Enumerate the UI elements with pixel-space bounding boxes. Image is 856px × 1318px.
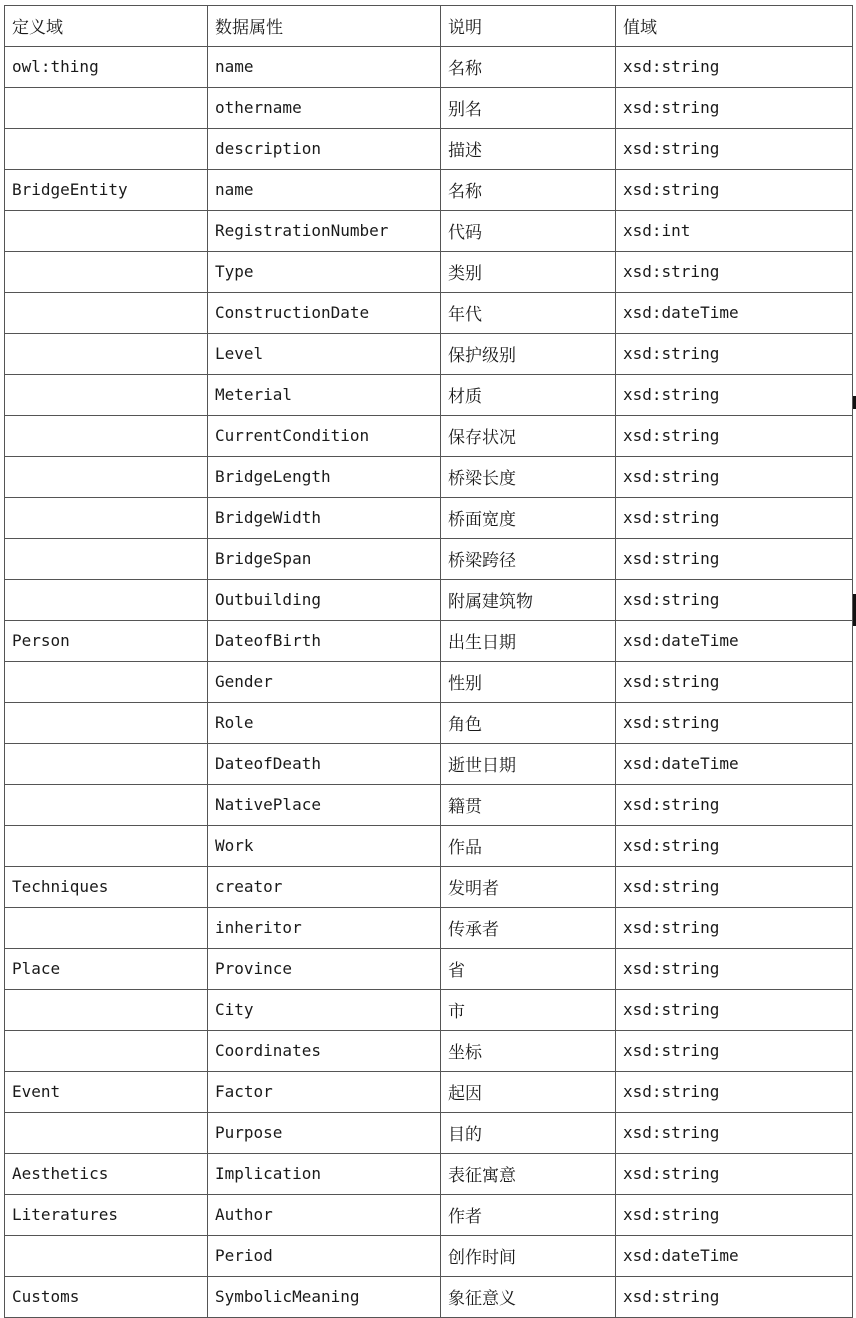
cell-data-property: Outbuilding (208, 580, 441, 621)
cell-range: xsd:string (616, 252, 853, 293)
cell-range: xsd:dateTime (616, 1236, 853, 1277)
cell-description: 名称 (441, 47, 616, 88)
header-range: 值域 (616, 6, 853, 47)
cell-description: 别名 (441, 88, 616, 129)
table-row (5, 170, 853, 211)
cell-range: xsd:string (616, 129, 853, 170)
cell-range: xsd:string (616, 908, 853, 949)
cell-range: xsd:dateTime (616, 744, 853, 785)
table-row (5, 416, 853, 457)
cell-description: 象征意义 (441, 1277, 616, 1318)
table-row (5, 1154, 853, 1195)
cell-range: xsd:string (616, 457, 853, 498)
cell-data-property: DateofDeath (208, 744, 441, 785)
cell-domain (5, 908, 208, 949)
cell-data-property: description (208, 129, 441, 170)
cell-domain (5, 539, 208, 580)
cell-domain (5, 334, 208, 375)
cell-domain: Literatures (5, 1195, 208, 1236)
cell-description: 起因 (441, 1072, 616, 1113)
cell-domain (5, 457, 208, 498)
cell-description: 保存状况 (441, 416, 616, 457)
table-row (5, 211, 853, 252)
cell-range: xsd:string (616, 498, 853, 539)
cell-range: xsd:string (616, 416, 853, 457)
header-row (5, 6, 853, 47)
cell-description: 发明者 (441, 867, 616, 908)
table-row (5, 990, 853, 1031)
table-row (5, 580, 853, 621)
cell-description: 逝世日期 (441, 744, 616, 785)
cell-domain (5, 785, 208, 826)
cell-domain (5, 662, 208, 703)
cell-range: xsd:string (616, 334, 853, 375)
cell-description: 附属建筑物 (441, 580, 616, 621)
cell-description: 性别 (441, 662, 616, 703)
cell-description: 桥面宽度 (441, 498, 616, 539)
cell-description: 名称 (441, 170, 616, 211)
cell-description: 角色 (441, 703, 616, 744)
cell-data-property: RegistrationNumber (208, 211, 441, 252)
table-row (5, 539, 853, 580)
table-row (5, 375, 853, 416)
cell-description: 作品 (441, 826, 616, 867)
cell-data-property: name (208, 170, 441, 211)
cell-domain (5, 375, 208, 416)
cell-domain (5, 252, 208, 293)
cell-data-property: CurrentCondition (208, 416, 441, 457)
cell-domain (5, 416, 208, 457)
table-row (5, 703, 853, 744)
cell-data-property: BridgeLength (208, 457, 441, 498)
cell-domain (5, 498, 208, 539)
cell-data-property: BridgeSpan (208, 539, 441, 580)
cell-domain: Customs (5, 1277, 208, 1318)
cell-description: 作者 (441, 1195, 616, 1236)
cell-range: xsd:string (616, 1072, 853, 1113)
cell-data-property: Gender (208, 662, 441, 703)
cell-data-property: Coordinates (208, 1031, 441, 1072)
table-row (5, 1072, 853, 1113)
cell-data-property: NativePlace (208, 785, 441, 826)
cell-range: xsd:string (616, 47, 853, 88)
cell-data-property: DateofBirth (208, 621, 441, 662)
header-description: 说明 (441, 6, 616, 47)
cell-data-property: Meterial (208, 375, 441, 416)
cell-data-property: Work (208, 826, 441, 867)
cell-description: 材质 (441, 375, 616, 416)
table-row (5, 293, 853, 334)
cell-range: xsd:string (616, 990, 853, 1031)
table-row (5, 662, 853, 703)
cell-range: xsd:string (616, 580, 853, 621)
table-row (5, 498, 853, 539)
cell-range: xsd:string (616, 1031, 853, 1072)
cell-range: xsd:string (616, 703, 853, 744)
cell-description: 描述 (441, 129, 616, 170)
cell-data-property: creator (208, 867, 441, 908)
cell-domain (5, 990, 208, 1031)
cell-range: xsd:string (616, 785, 853, 826)
cell-domain (5, 744, 208, 785)
cell-range: xsd:int (616, 211, 853, 252)
cell-range: xsd:string (616, 88, 853, 129)
table-row (5, 1236, 853, 1277)
cell-data-property: BridgeWidth (208, 498, 441, 539)
cell-description: 传承者 (441, 908, 616, 949)
cell-data-property: Author (208, 1195, 441, 1236)
table-row (5, 334, 853, 375)
cell-range: xsd:string (616, 539, 853, 580)
table-row (5, 621, 853, 662)
cell-domain (5, 703, 208, 744)
cell-data-property: inheritor (208, 908, 441, 949)
table-row (5, 1277, 853, 1318)
cell-description: 类别 (441, 252, 616, 293)
cell-domain (5, 293, 208, 334)
table-row (5, 129, 853, 170)
table-row (5, 826, 853, 867)
cell-domain (5, 580, 208, 621)
cell-data-property: Factor (208, 1072, 441, 1113)
cell-domain: Event (5, 1072, 208, 1113)
cell-range: xsd:string (616, 662, 853, 703)
cell-description: 年代 (441, 293, 616, 334)
cell-description: 保护级别 (441, 334, 616, 375)
table-row (5, 867, 853, 908)
cell-data-property: othername (208, 88, 441, 129)
cell-domain (5, 1236, 208, 1277)
cell-description: 目的 (441, 1113, 616, 1154)
cell-description: 代码 (441, 211, 616, 252)
cell-data-property: Period (208, 1236, 441, 1277)
cell-domain (5, 826, 208, 867)
table-row (5, 785, 853, 826)
cell-domain: Place (5, 949, 208, 990)
cell-data-property: SymbolicMeaning (208, 1277, 441, 1318)
table-row (5, 949, 853, 990)
cell-range: xsd:string (616, 867, 853, 908)
cell-domain: Aesthetics (5, 1154, 208, 1195)
table-row (5, 1031, 853, 1072)
table-row (5, 1113, 853, 1154)
cell-range: xsd:string (616, 1195, 853, 1236)
cell-domain (5, 129, 208, 170)
cell-data-property: Implication (208, 1154, 441, 1195)
cell-data-property: name (208, 47, 441, 88)
cell-data-property: ConstructionDate (208, 293, 441, 334)
table-row (5, 1195, 853, 1236)
cell-data-property: City (208, 990, 441, 1031)
cell-description: 出生日期 (441, 621, 616, 662)
cell-description: 坐标 (441, 1031, 616, 1072)
cell-domain (5, 211, 208, 252)
table-row (5, 908, 853, 949)
cell-domain: owl:thing (5, 47, 208, 88)
cell-description: 市 (441, 990, 616, 1031)
cell-description: 籍贯 (441, 785, 616, 826)
cell-domain: Techniques (5, 867, 208, 908)
table-row (5, 88, 853, 129)
cell-domain (5, 1113, 208, 1154)
cell-range: xsd:string (616, 170, 853, 211)
cell-range: xsd:string (616, 949, 853, 990)
cell-range: xsd:dateTime (616, 293, 853, 334)
cell-data-property: Purpose (208, 1113, 441, 1154)
cell-description: 桥梁长度 (441, 457, 616, 498)
cell-range: xsd:string (616, 1113, 853, 1154)
header-data-property: 数据属性 (208, 6, 441, 47)
table-row (5, 47, 853, 88)
table-row (5, 744, 853, 785)
header-domain: 定义域 (5, 6, 208, 47)
cell-description: 创作时间 (441, 1236, 616, 1277)
cell-domain (5, 1031, 208, 1072)
cell-domain: BridgeEntity (5, 170, 208, 211)
cell-description: 省 (441, 949, 616, 990)
cell-data-property: Province (208, 949, 441, 990)
cell-range: xsd:string (616, 1154, 853, 1195)
cell-range: xsd:dateTime (616, 621, 853, 662)
cell-range: xsd:string (616, 1277, 853, 1318)
table-row (5, 457, 853, 498)
table-row (5, 252, 853, 293)
cell-data-property: Type (208, 252, 441, 293)
table-body (5, 47, 853, 1318)
cell-description: 表征寓意 (441, 1154, 616, 1195)
cell-domain: Person (5, 621, 208, 662)
cell-description: 桥梁跨径 (441, 539, 616, 580)
cell-range: xsd:string (616, 826, 853, 867)
data-property-table (4, 5, 853, 1318)
cell-data-property: Level (208, 334, 441, 375)
cell-data-property: Role (208, 703, 441, 744)
cell-range: xsd:string (616, 375, 853, 416)
cell-domain (5, 88, 208, 129)
